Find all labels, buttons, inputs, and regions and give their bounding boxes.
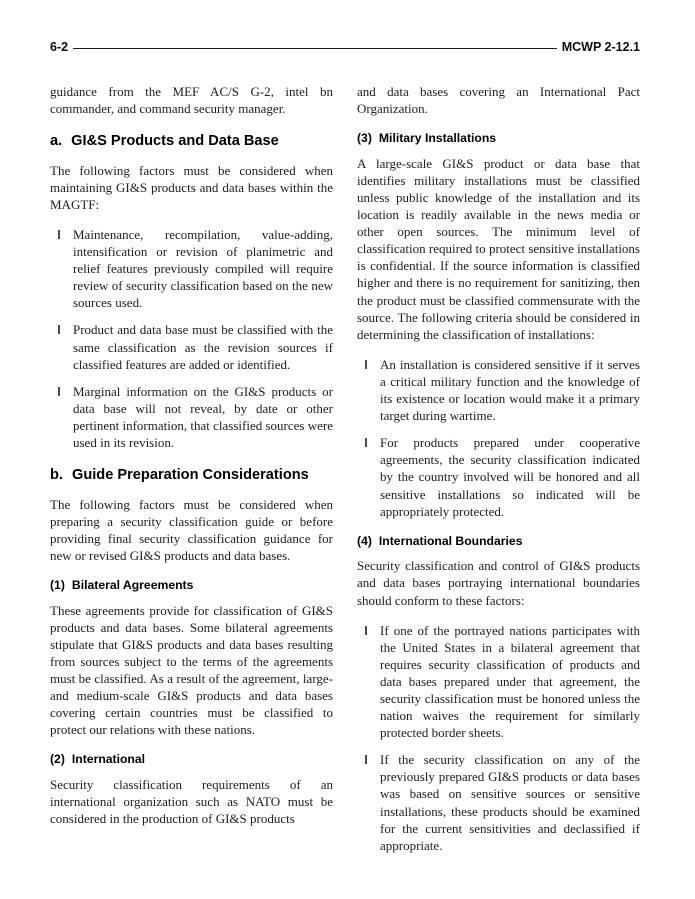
list-item-text: Product and data base must be classified with the same classification as the revision sources if classified features are added or identified. [73, 322, 333, 372]
paragraph: The following factors must be considered when maintaining GI&S products and data bases within the MAGTF: [50, 162, 333, 212]
list-item [50, 383, 333, 451]
bullet-list [50, 226, 333, 451]
subsection-title: International Boundaries [378, 533, 523, 548]
section-title: Guide Preparation Considerations [71, 467, 309, 484]
section-title: GI&S Products and Data Base [71, 133, 279, 150]
section-heading-a [50, 133, 333, 151]
bullet-marker [365, 755, 367, 764]
paragraph: Security classification and control of GI&S products and data bases portraying international boundaries should conform to these factors: [357, 558, 640, 608]
list-item-text: If one of the portrayed nations participates with the United States in a bilateral agreement that requires security classification of products and data bases prepared under that agreement, the security classification must be honored unless the nation waives the requirement for similarly protected border sheets. [380, 622, 640, 741]
list-item-text: Maintenance, recompilation, value-adding, intensification or revision of planimetric and relief features previously compiled will require review of security classification based on the new sources used. [73, 226, 333, 311]
bullet-marker [58, 325, 60, 334]
bullet-marker [365, 626, 367, 635]
left-column [50, 83, 333, 864]
right-column [357, 83, 640, 864]
list-item [357, 434, 640, 519]
section-label: a. [50, 133, 63, 150]
paragraph: These agreements provide for classification of GI&S products and data bases. Some bilateral agreements stipulate that GI&S products and data bases resulting from sources subject to the terms of the agreements must be classified. As a result of the agreement, large- and medium-scale GI&S products and data bases covering certain countries must be classified to protect our relations with these nations. [50, 602, 333, 738]
subsection-label: (4) [357, 533, 372, 548]
bullet-list [357, 356, 640, 520]
header-rule [73, 48, 557, 49]
subsection-label: (3) [357, 131, 372, 146]
subsection-heading-1 [50, 578, 333, 593]
list-item-text: If the security classification on any of the previously prepared GI&S products or data bases was based on sensitive sources or sensitive installations, these products should be examined for the current sensitivities and declassified if appropriate. [380, 752, 640, 853]
list-item-text: Marginal information on the GI&S products or data base will not reveal, by date or other pertinent information, that classified sources were used in its revision. [73, 383, 333, 450]
bullet-marker [58, 387, 60, 396]
paragraph: The following factors must be considered when preparing a security classification guide or before providing final security classification guidance for new or revised GI&S products and data bases. [50, 496, 333, 563]
paragraph-intro-continuation: guidance from the MEF AC/S G-2, intel bn commander, and command security manager. [50, 84, 333, 117]
bullet-marker [365, 438, 367, 447]
bullet-marker [365, 360, 367, 369]
page-number: 6-2 [50, 40, 69, 54]
section-heading-b [50, 467, 333, 485]
subsection-label: (2) [50, 752, 65, 767]
bullet-marker [58, 230, 60, 239]
list-item [50, 321, 333, 372]
document-code: MCWP 2-12.1 [561, 40, 640, 54]
page-header [50, 40, 640, 54]
subsection-title: Military Installations [378, 131, 497, 146]
list-item [357, 751, 640, 854]
subsection-heading-3 [357, 131, 640, 146]
subsection-heading-2 [50, 752, 333, 767]
list-item [357, 622, 640, 742]
bullet-list [357, 622, 640, 854]
list-item [357, 356, 640, 424]
list-item-text: For products prepared under cooperative agreements, the security classification indicated by the country involved will be honored and all sensitive installations so indicated will be appropriately protected. [380, 435, 640, 519]
paragraph-continuation: and data bases covering an International Pact Organization. [357, 84, 640, 117]
list-item-text: An installation is considered sensitive if it serves a critical military function and the knowledge of its existence or location would make it a primary target during wartime. [380, 356, 640, 424]
subsection-label: (1) [50, 577, 65, 592]
subsection-heading-4 [357, 534, 640, 549]
section-label: b. [50, 467, 63, 484]
paragraph: Security classification requirements of an international organization such as NATO must be considered in the production of GI&S products [50, 777, 333, 827]
subsection-title: International [71, 752, 146, 767]
subsection-title: Bilateral Agreements [71, 577, 194, 592]
paragraph: A large-scale GI&S product or data base that identifies military installations must be classified unless public knowledge of the installation and its location is readily available in the news media or other open sources. The minimum level of classification required to protect sensitive installations is confidential. If the source information is classified higher and there is no requirement for sanitizing, then the product must be classified commensurate with the source. The following criteria should be considered in determining the classification of installations: [357, 155, 640, 342]
two-column-layout [50, 83, 640, 864]
list-item [50, 226, 333, 311]
